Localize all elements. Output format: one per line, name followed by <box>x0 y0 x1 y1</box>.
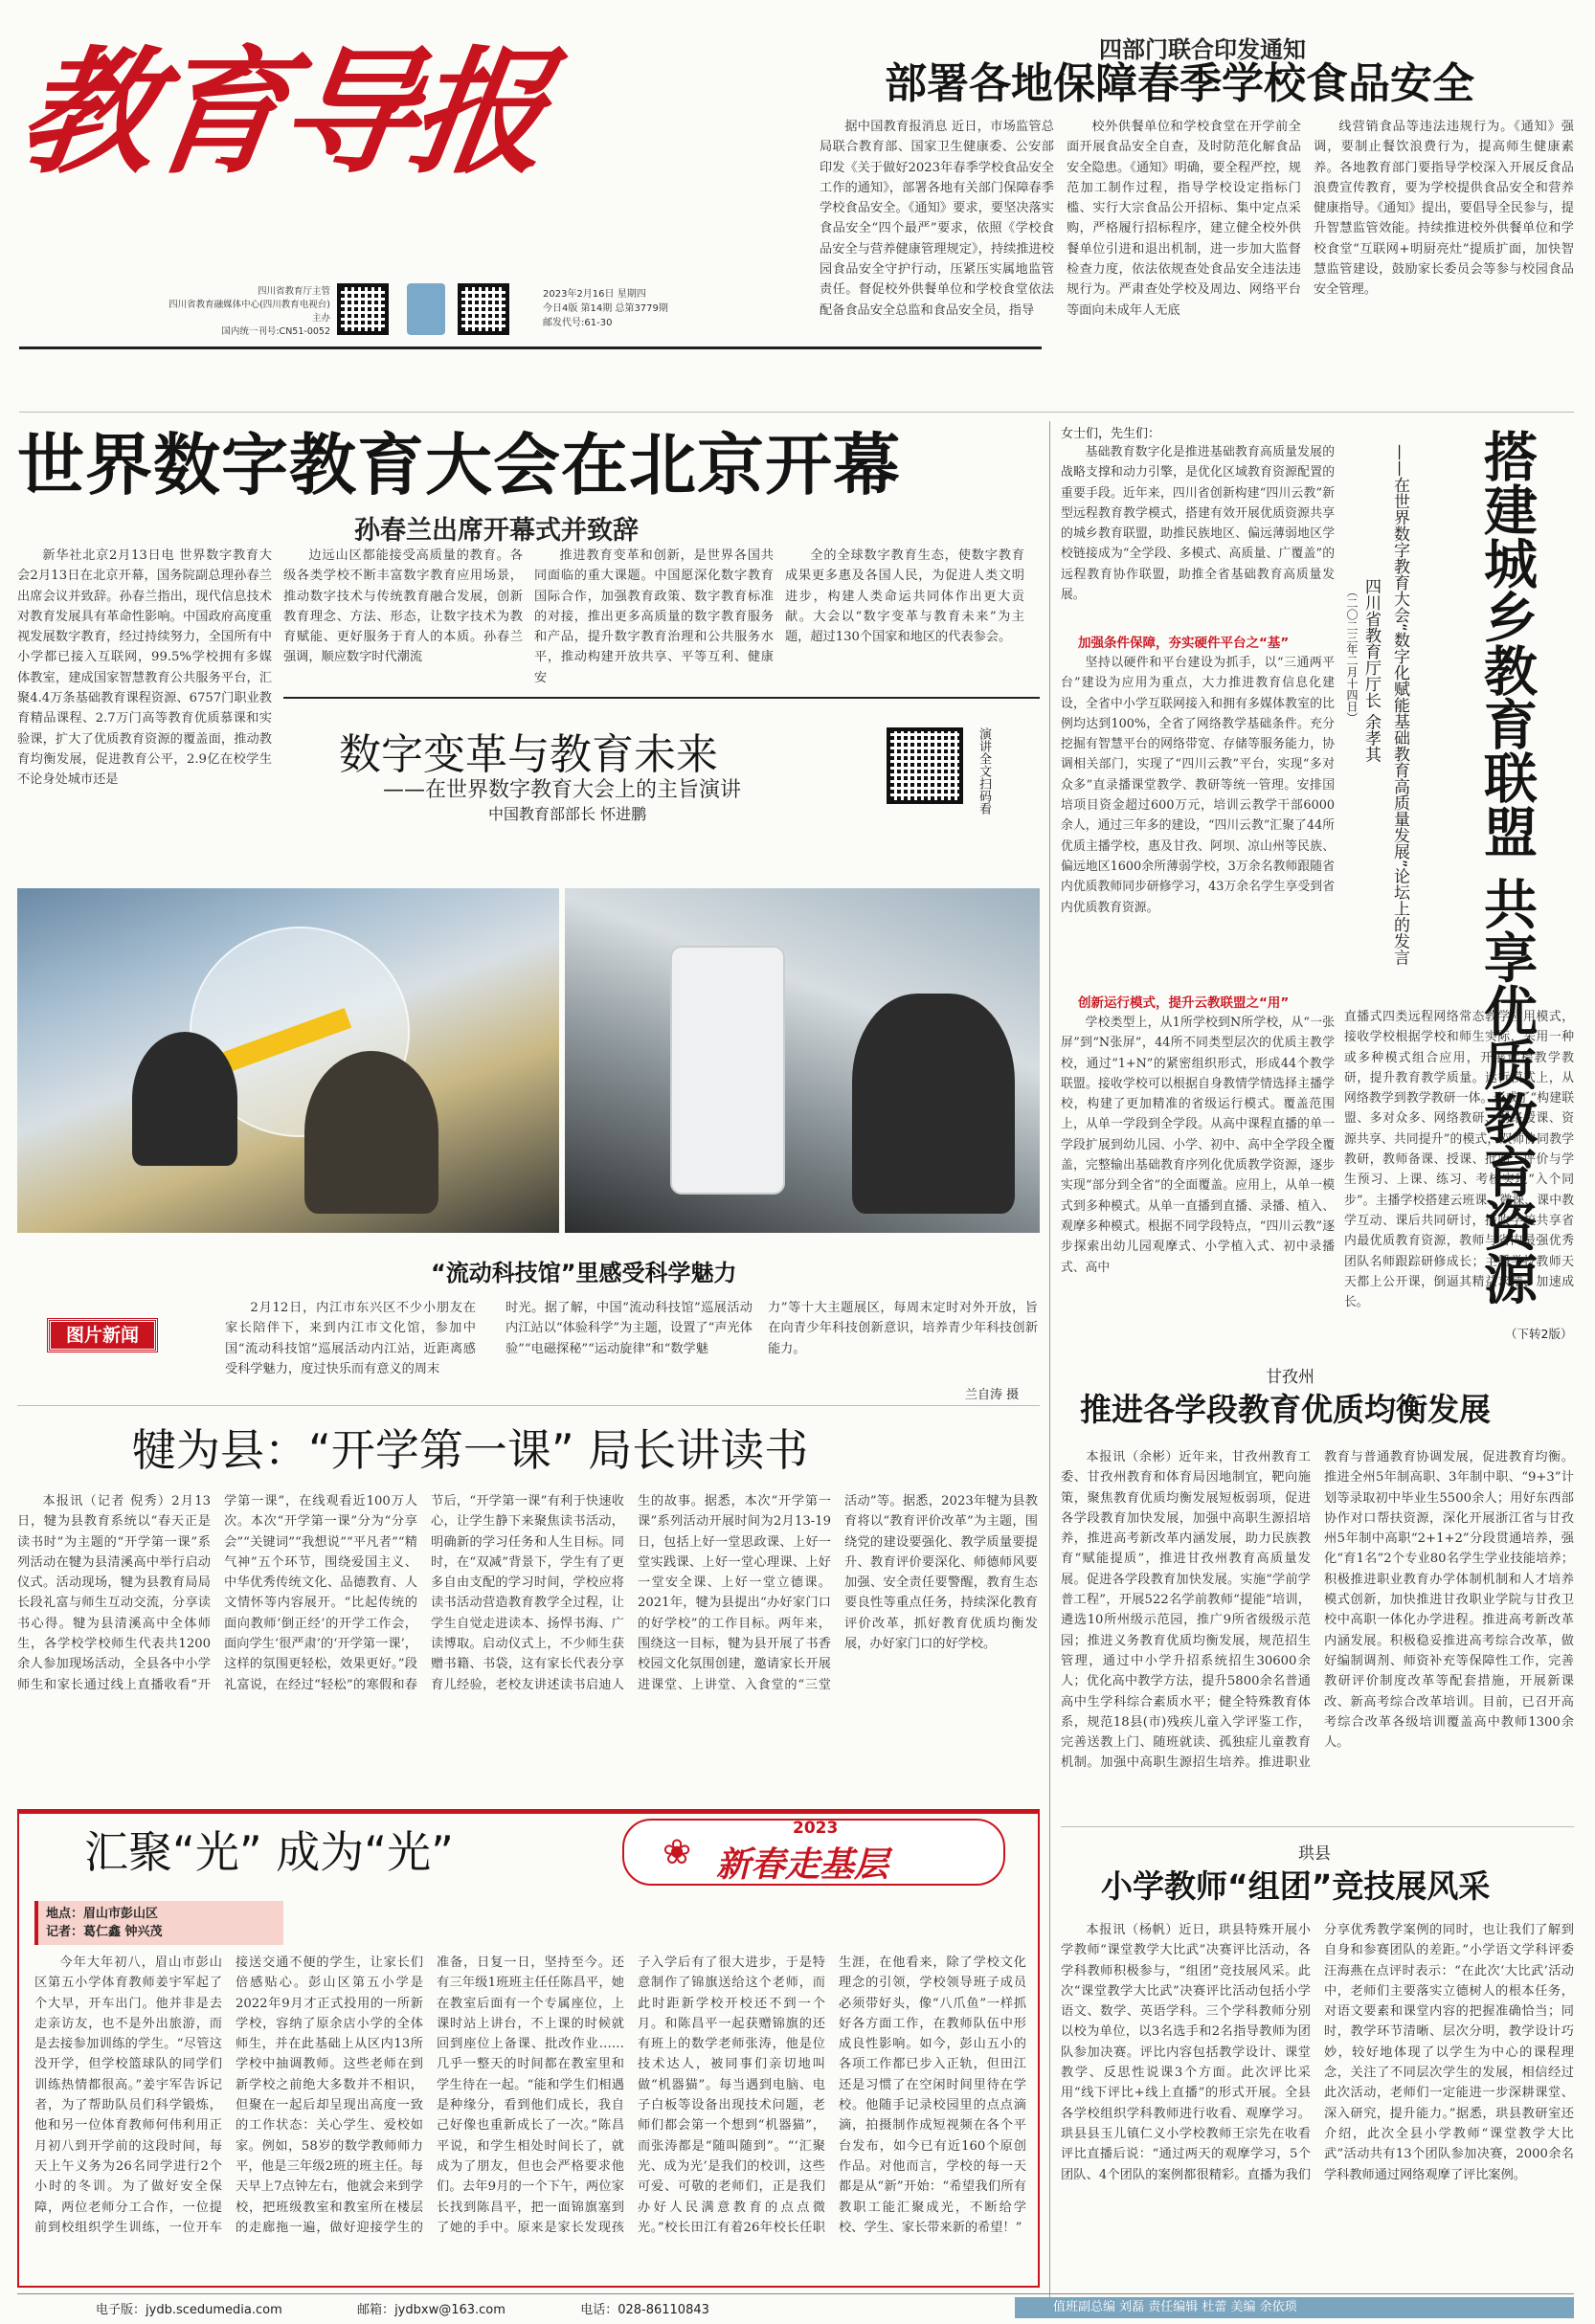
ganzi-text <box>1061 1447 1574 1891</box>
sponsor-line-2: 四川省教育融媒体中心(四川教育电视台)主办 <box>168 300 330 324</box>
jianwei-text-p: 本报讯（记者 倪秀）2月13日，犍为县教育系统以“春天正是读书时”为主题的“开学第一课”系列活动在犍为县清溪高中举行启动仪式。活动现场，犍为县教育局局长段礼富与师生互动交流，分享读书心得。犍为县清溪高中全体师生，各学校学校师生代表共1200余人参加现场活动，全县各中小学师生和家长通过线上直播收看“开学第一课”，在线观看近100万人次。本次“开学第一课”分为“分享会”“关键词”“我想说”“平凡者”“精气神”五个环节，围绕爱国主义、中华优秀传统文化、品德教育、人文情怀等内容展开。“比起传统的面向教师‘倒正经’的开学工作会，面向学生‘很严肃’的‘开学第一课’，这样的氛围更轻松，效果更好。”段礼富说，在经过“轻松”的寒假和春节后，“开学第一课”有利于快速收心，让学生静下来聚焦读书活动，明确新的学习任务和人生目标。同时，在“双减”背景下，学生有了更多自由支配的学习时间，学校应将读书活动营造教育教学全过程，让学生自觉走进读本、扬悍书海、广读博取。启动仪式上，不少师生获赠书籍、书袋，这有家长代表分享育儿经验，老校友讲述读书启迪人生的故事。据悉，本次“开学第一课”系列活动开展时间为2月13-19日，包括上好一堂思政课、上好一堂实践课、上好一堂心理课、上好一堂安全课、上好一堂立德课。2021年，犍为县提出“办好家门口的好学校”的工作目标。两年来，围绕这一目标，犍为县开展了书香校园文化氛围创建，邀请家长开展进课堂、上讲堂、入食堂的“三堂活动”等。据悉，2023年犍为县教育将以“教育评价改革”为主题，围绕党的建设要强化、教学质量要提升、教育评价要深化、师德师风要加强、安全责任要警醒，教育生态要良性等重点任务，持续深化教育评价改革，抓好教育优质均衡发展，办好家门口的好学校。 <box>17 1494 1038 1692</box>
footer-mail-link[interactable]: jydbxw@163.com <box>394 2303 505 2317</box>
top-col-2 <box>1067 117 1301 345</box>
qr-code[interactable] <box>337 283 389 335</box>
photo-children <box>852 994 1015 1214</box>
photo-text-2 <box>505 1298 753 1399</box>
section-divider <box>17 1405 1040 1406</box>
column-p3-text: 学校类型上，从1所学校到N所学校，从“一张屏”到“N张屏”，44所不同类型层次的优质主教学校，通过“1+N”的紧密组织形式，形成44个教学联盟。接收学校可以根据自身教情学情选择主播学校，构建了更加精准的省级运行模式。覆盖范围上，从单一学段到全学段。从高中课程直播的单一学段扩展到幼儿园、小学、初中、高中全学段全覆盖，完整输出基础教育序列化优质教学资源，逐步实现“部分到全省”的全面覆盖。应用上，从单一模式到多种模式。从单一直播到直播、录播、植入、观摩多种模式。根据不同学段特点，“四川云教”逐步探索出幼儿园观摩式、小学植入式、初中录播式、高中 <box>1061 1016 1335 1275</box>
lead-subtitle: 孙春兰出席开幕式并致辞 <box>354 516 639 546</box>
photo-text-1 <box>225 1298 476 1399</box>
gongxian-kicker: 珙县 <box>1298 1844 1331 1864</box>
photo-adult <box>304 1051 438 1214</box>
huiju-reporter: 记者：葛仁鑫 钟兴茂 <box>46 1925 163 1939</box>
lead-col-1-text: 新华社北京2月13日电 世界数字教育大会2月13日在北京开幕，国务院副总理孙春兰出席会议并致辞。孙春兰指出，现代信息技术对教育发展具有革命性影响。中国政府高度重视发展数字教育，经过持续努力，全国所有中小学都已接入互联网，99.5%学校拥有多媒体教室，建成国家智慧教育公共服务平台，汇聚4.4万条基础教育课程资源、6757门职业教育精品课程、2.7万门高等教育优质慕课和实验课，扩大了优质教育资源的覆盖面，推动教育均衡发展，促进教育公平，2.9亿在校学生不论身处城市还是 <box>17 548 272 788</box>
photo-text-3-p: 力”等十大主题展区，每周末定时对外开放，旨在向青少年科技创新意识，培养青少年科技创新能力。 <box>768 1301 1038 1356</box>
speech-box[interactable] <box>283 697 1040 829</box>
column-title-text: 搭建城乡教育联盟 共享优质教育资源 <box>1475 429 1538 1306</box>
masthead-logo <box>10 17 553 237</box>
post-code: 邮发代号:61-30 <box>543 318 613 328</box>
column-p1-text: 基础教育数字化是推进基础教育高质量发展的战略支撑和动力引擎，是优化区域教育资源配置的重要手段。近年来，四川省创新构建“四川云教”新型远程教育教学模式，搭建有效开展优质资源共享的城乡教育联盟，助推民族地区、偏远薄弱地区学校链接成为“全学段、多模式、高质量、广覆盖”的远程教育协作联盟，助推全省基础教育高质量发展。 <box>1061 445 1335 603</box>
column-subtitle: ——在世界数字教育大会“数字化赋能基础教育高质量发展”论坛上的发言 <box>1390 444 1409 966</box>
qr-note: 演讲全文扫码看 <box>977 727 991 815</box>
column-greeting: 女士们，先生们： <box>1061 427 1161 441</box>
qr-code[interactable] <box>458 283 509 335</box>
speech-title: 数字变革与教育未来 <box>339 730 718 779</box>
issue-date: 2023年2月16日 星期四 <box>543 289 646 300</box>
gongxian-title: 小学教师“组团”竞技展风采 <box>1101 1867 1491 1905</box>
news-photo-2 <box>565 888 1040 1233</box>
column-divider <box>1049 1359 1050 2316</box>
lead-col-4 <box>785 546 1024 670</box>
photo-text-1-p: 2月12日，内江市东兴区不少小朋友在家长陪伴下，来到内江市文化馆，参加中国“流动科技馆”巡展活动内江站，近距离感受科学魅力，度过快乐而有意义的周末 <box>225 1301 476 1376</box>
lead-col-2-text: 边远山区都能接受高质量的教育。各级各类学校不断丰富数字教育应用场景，推动数字技术与传统教育融合发展，创新教育理念、方法、形态，让数字技术为教育赋能、更好服务于育人的本质。孙春兰强调，顺应数字时代潮流 <box>283 548 523 665</box>
column-p4-text: 直播式四类远程网络常态教学应用模式，接收学校根据学校和师生实际，采用一种或多种模式组合应用，开展远程教学教研，提升教育教学质量。运行模式上，从网络教学到教学教研一体。形成了“构建联盟、多对众多、网络教研、网络授课、资源共享、共同提升”的模式，双师协同教学教研，教师备课、授课、批阅、评价与学生预习、上课、练习、考核实现“入个同步”。主播学校搭建云班课、微课、课中教学互动、课后共同研讨，接收学校共享省内最优质教育资源，教师与省内最强优秀团队名师跟踪研修成长；主播学校教师天天都上公开课，倒逼其精益求精、加速成长。 <box>1344 1010 1574 1310</box>
lead-col-4-text: 全的全球数字教育生态，使数字教育成果更多惠及各国人民，为促进人类文明进步，构建人类命运共同体作出更大贡献。大会以“数字变革与教育未来”为主题，超过130个国家和地区的代表参会。 <box>785 548 1024 645</box>
top-col-1 <box>820 117 1054 345</box>
top-col-1-text: 据中国教育报消息 近日，市场监管总局联合教育部、国家卫生健康委、公安部印发《关于做好2023年春季学校食品安全工作的通知》，部署各地有关部门保障春季学校食品安全。《通知》要求，要坚决落实食品安全“四个最严”要求，依照《学校食品安全与营养健康管理规定》，持续推进校园食品安全守护行动，压紧压实属地监管责任。督促校外供餐单位和学校食堂依法配备食品安全总监和食品安全员，指导 <box>820 120 1054 318</box>
column-author: 四川省教育厅厅长 余孝其 <box>1361 578 1381 763</box>
top-kicker: 四部门联合印发通知 <box>1099 36 1306 63</box>
masthead-date <box>543 287 668 330</box>
huiju-text-p: 今年大年初八，眉山市彭山区第五小学体育教师姜宇军起了个大早，开车出门。他并非是去走亲访友，也不是外出旅游，而是去接参加训练的学生。“尽管这没开学，但学校篮球队的同学们训练热情都很高。”姜宇军告诉记者，为了帮助队员们科学锻炼，他和另一位体育教师何伟利用正月初八到开学前的这段时间，每天上午义务为26名同学进行2个小时的冬训。为了做好安全保障，两位老师分工合作，一位提前到校组织学生训练，一位开车接送交通不便的学生，让家长们倍感贴心。彭山区第五小学是2022年9月才正式投用的一所新学校，容纳了原余店小学的全体师生，并在此基础上从区内13所学校中抽调教师。这些老师在到新学校之前绝大多数并不相识，但聚在一起后却呈现出高度一致的工作状态：关心学生、爱校如家。例如，58岁的数学教师师力平，他是三年级2班的班主任。每天早上7点钟左右，他就会来到学校，把班级教室和教室所在楼层的走廊拖一遍，做好迎接学生的准备，日复一日，坚持至今。还有三年级1班班主任任陈昌平，她在教室后面有一个专属座位，上课时站上讲台，不上课的时候就回到座位上备课、批改作业……几乎一整天的时间都在教室里和学生待在一起。“能和学生们相遇是种缘分，看到他们成长，我自己好像也重新成长了一次。”陈昌平说，和学生相处时间长了，就成为了朋友，但也会严格要求他们。去年9月的一个下午，两位家长找到陈昌平，把一面锦旗塞到了她的手中。原来是家长发现孩子入学后有了很大进步，于是特意制作了锦旗送给这个老师，而此时距新学校开校还不到一个月。和陈昌平一起获赠锦旗的还有班上的数学老师张涛，他是位技术达人，被同事们亲切地叫做“机器猫”。每当遇到电脑、电子白板等设备出现技术问题，老师们都会第一个想到“机器猫”，而张涛都是“随叫随到”。“‘汇聚光、成为光’是我们的校训，这些可爱、可敬的老师们，正是我们办好人民满意教育的点点微光。”校长田江有着26年校长任职生涯，在他看来，除了学校文化理念的引领，学校领导班子成员必须带好头，像“八爪鱼”一样抓好各方面工作，在教师队伍中形成良性影响。如今，彭山五小的各项工作都已步入正轨，但田江还是习惯了在空闲时间里待在学校。他随手记录校园里的点点滴滴，拍摄制作成短视频在各个平台发布，如今已有近160个原创作品。对他而言，学校的每一天都是从“新”开始：“希望我们所有教职工能汇聚成光，不断给学校、学生、家长带来新的希望！” <box>34 1955 1026 2235</box>
huiju-text <box>34 1953 1026 2282</box>
speech-author: 中国教育部部长 怀进鹏 <box>488 805 647 823</box>
qr-code[interactable] <box>887 727 963 804</box>
footer-editor: 值班副总编 刘磊 责任编辑 杜蕾 美编 余依琐 <box>1053 2300 1297 2314</box>
huiju-badge-year: 2023 <box>793 1819 839 1838</box>
logo-text: 教育导报 <box>10 34 553 192</box>
ganzi-text-p: 本报讯（余彬）近年来，甘孜州教育工委、甘孜州教育和体育局因地制宜，靶向施策，聚焦教育优质均衡发展短板弱项，促进各学段教育加快发展，加强中高职生源招培养，推进高考新改革内涵发展，助力民族教育“赋能提质”，推进甘孜州教育高质量发展。促进各学段教育加快发展。实施“学前学普工程”，开展522名学前教师“提能”培训，遴选10所州级示范园，推广9所省级级示范园；推进义务教育优质均衡发展，规范招生管理，通过中小学升招系统招生30600余人；优化高中教学方法，提升5800余名普通高中生学科综合素质水平；健全特殊教育体系，规范18县(市)残疾儿童入学评鉴工作，完善送教上门、随班就读、孤独症儿童教育机制。加强中高职生源招生培养。推进职业教育与普通教育协调发展，促进教育均衡。推进全州5年制高职、3年制中职、“9+3”计划等录取初中毕业生5500余人；用好东西部协作对口帮扶资源，深化开展浙江省与甘孜州5年制中高职“2+1+2”分段贯通培养，强化“育1名”2个专业80名学生学业技能培养；积极推进职业教育办学体制机制和人才培养模式创新，加快推进甘孜职业学院与甘孜卫校中高职一体化办学进程。推进高考新改革内涵发展。积极稳妥推进高考综合改革，做好编制调剂、师资补充等保障性工作，完善教研评价制度改革等配套措施，开展新课改、新高考综合改革培训。目前，已召开高考综合改革各级培训覆盖高中教师1300余人。 <box>1061 1450 1574 1771</box>
column-p4 <box>1344 1007 1574 1319</box>
lantern-icon: ❀ <box>663 1833 692 1872</box>
huiju-place: 地点：眉山市彭山区 <box>46 1907 159 1921</box>
sponsor-line-1: 四川省教育厅主管 <box>257 286 330 297</box>
footer-rule <box>17 2293 1574 2294</box>
top-title: 部署各地保障春季学校食品安全 <box>885 59 1474 108</box>
lead-col-3-text: 推进教育变革和创新，是世界各国共同面临的重大课题。中国愿深化数字教育国际合作，加强教育政策、数字教育标准的对接，推出更多高质量的数字教育服务和产品，提升数字教育治理和公共服务水平，推动构建开放共享、平等互利、健康安 <box>534 548 774 685</box>
jianwei-title: 犍为县：“开学第一课” 局长讲读书 <box>132 1424 809 1476</box>
top-col-3-text: 线营销食品等违法违规行为。《通知》强调，要制止餐饮浪费行为，提高师生健康素养。各地教育部门要指导学校深入开展反食品浪费宣传教育，要为学校提供食品安全和营养健康指导。《通知》提出，要倡导全民参与，提升智慧监管效能。持续推进校外供餐单位和学校食堂“互联网+明厨亮灶”提质扩面，加快智慧监管建设，鼓励家长委员会等参与校园食品安全管理。 <box>1314 120 1574 298</box>
footer-contacts <box>96 2299 709 2318</box>
photo-news-tag <box>48 1319 157 1352</box>
huiju-badge <box>622 1819 1005 1886</box>
speech-subtitle: ——在世界数字教育大会上的主旨演讲 <box>383 778 742 802</box>
column-p2 <box>1061 653 1335 980</box>
column-heading-1: 加强条件保障，夯实硬件平台之“基” <box>1078 636 1290 651</box>
lead-col-1 <box>17 546 272 831</box>
sponsor-line-3: 国内统一刊号:CN51-0052 <box>221 326 330 337</box>
photo-caption: “流动科技馆”里感受科学魅力 <box>431 1260 737 1286</box>
news-photo-1 <box>17 888 559 1233</box>
footer-web-label: 电子版： <box>96 2303 146 2317</box>
footer-tel-label: 电话： <box>580 2303 618 2317</box>
photo-robot <box>670 946 785 1195</box>
masthead-rule <box>19 346 1042 349</box>
photo-text-3 <box>768 1298 1038 1380</box>
masthead-sponsor <box>168 285 330 339</box>
gongxian-text <box>1061 1920 1574 2288</box>
photo-news-tag-text: 图片新闻 <box>65 1325 139 1346</box>
column-p2-text: 坚持以硬件和平台建设为抓手，以“三通两平台”建设为应用为重点，大力推进教育信息化建设，全省中小学互联网接入和拥有多媒体教室的比例均达到100%，全省了网络教学基础条件。充分挖掘有智慧平台的网络带宽、存储等服务能力，协调相关部门，实现了“四川云教”平台，实现“多对众多”直录播课堂教学、教研等统一管理。安排国培项目资金超过600万元，培训云教学干部6000余人，通过三年多的建设，“四川云教”汇聚了44所优质主播学校，惠及甘孜、阿坝、凉山州等民族、偏远地区1600余所薄弱学校，3万余名教师跟随省内优质教师同步研修学习，43万余名学生享受到省内优质教育资源。 <box>1061 656 1335 915</box>
jianwei-text <box>17 1491 1038 1798</box>
column-date: （二〇二三年二月十四日） <box>1345 586 1359 724</box>
brand-badge <box>407 283 445 335</box>
huiju-badge-text: 新春走基层 <box>716 1845 889 1885</box>
footer-editor-bar <box>1015 2297 1574 2318</box>
footer-tel: 028-86110843 <box>618 2303 709 2317</box>
column-continued: （下转2版） <box>1505 1327 1573 1341</box>
photo-child <box>132 1032 237 1166</box>
column-title <box>1474 429 1538 1306</box>
photo-text-2-p: 时光。据了解，中国“流动科技馆”巡展活动内江站以“体验科学”为主题，设置了“声光体验”“电磁探秘”“运动旋律”和“数学魅 <box>505 1301 753 1356</box>
lead-col-3 <box>534 546 774 685</box>
top-col-3 <box>1314 117 1574 345</box>
lead-title: 世界数字教育大会在北京开幕 <box>17 426 901 504</box>
photo-credit: 兰自涛 摄 <box>965 1388 1020 1402</box>
gongxian-text-p: 本报讯（杨帆）近日，珙县特殊开展小学教师“课堂教学大比武”决赛评比活动，各学科教师积极参与，“组团”竞技展风采。此次“课堂教学大比武”决赛评比活动包括小学语文、数学、英语学科。三个学科教师分别以校为单位，以3名选手和2名指导教师为团队参加决赛。评比内容包括教学设计、课堂教学、反思性说课3个方面。此次评比采用“线下评比+线上直播”的形式开展。全县各学校组织学科教师进行收看、观摩学习。珙县县玉儿镇仁义小学校教师王宗先在收看评比直播后说：“通过两天的观摩学习，5个团队、4个团队的案例都很精彩。直播为我们分享优秀教学案例的同时，也让我们了解到自身和参赛团队的差距。”小学语文学科评委汪海燕在点评时表示：“在此次‘大比武’活动中，老师们主要落实立德树人的根本任务，对语文要素和课堂内容的把握准确恰当；同时，教学环节清晰、层次分明，教学设计巧妙，较好地体现了以学生为中心的课程理念，关注了不同层次学生的发展，相信经过此次活动，老师们一定能进一步深耕课堂、深入研究，提升能力。”据悉，珙县教研室还介绍，此次全县小学教师“课堂教学大比武”活动共有13个团队参加决赛，2000余名学科教师通过网络观摩了评比案例。 <box>1061 1923 1574 2182</box>
column-p1 <box>1061 442 1335 620</box>
issue-number: 今日4版 第14期 总第3779期 <box>543 303 668 314</box>
column-p3 <box>1061 1013 1335 1344</box>
ganzi-title: 推进各学段教育优质均衡发展 <box>1080 1391 1491 1428</box>
top-col-2-text: 校外供餐单位和学校食堂在开学前全面开展食品安全自查，及时防范化解食品安全隐患。《通知》明确，要全程严控，规范加工制作过程，指导学校设定指标门槛、实行大宗食品公开招标、集中定点采购，严格履行招标程序，建立健全校外供餐单位引进和退出机制，进一步加大监督检查力度，依法依规查处食品安全违法违规行为。严肃查处学校及周边、网络平台等面向未成年人无底 <box>1067 120 1301 318</box>
section-divider <box>1061 1826 1574 1827</box>
column-heading-2: 创新运行模式，提升云教联盟之“用” <box>1078 995 1290 1011</box>
huiju-title: 汇聚“光” 成为“光” <box>84 1826 454 1878</box>
footer-mail-label: 邮箱： <box>357 2303 395 2317</box>
footer-web-link[interactable]: jydb.scedumedia.com <box>146 2303 282 2317</box>
lead-col-2 <box>283 546 523 670</box>
ganzi-kicker: 甘孜州 <box>1266 1368 1314 1387</box>
huiju-meta <box>34 1901 283 1945</box>
section-divider <box>19 412 1574 413</box>
